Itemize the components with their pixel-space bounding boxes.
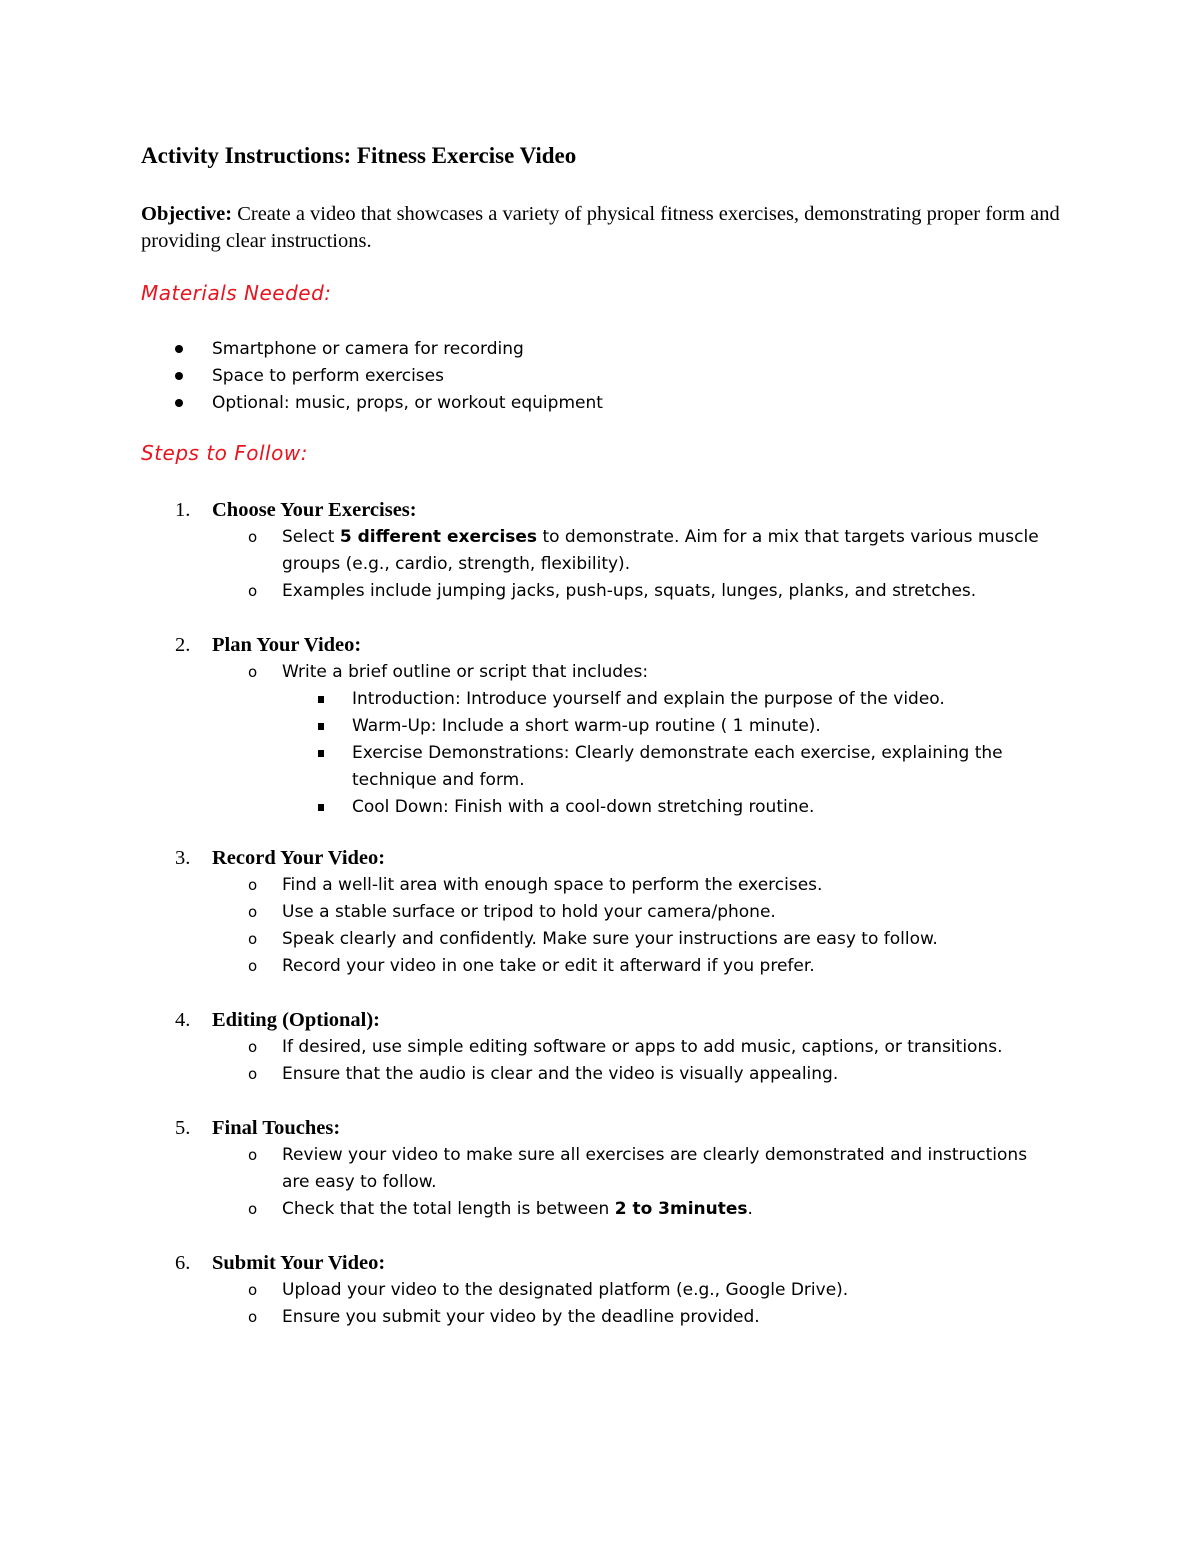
list-item-text: Check that the total length is between 2 to 3minutes.	[282, 1199, 753, 1219]
bold-emphasis: 2 to 3minutes	[614, 1199, 748, 1219]
materials-heading: Materials Needed:	[141, 281, 332, 305]
step-heading: Submit Your Video:	[212, 1252, 386, 1274]
circle-bullet-icon: o	[248, 582, 258, 600]
list-item-text: Select 5 different exercises to demonstrate. Aim for a mix that targets various muscle groups (e.g., cardio, strength, flexibility).	[282, 527, 1039, 574]
step-number: 3.	[175, 847, 191, 869]
step-heading: Choose Your Exercises:	[212, 499, 417, 521]
step-heading: Editing (Optional):	[212, 1009, 381, 1031]
sub-list-item-text: Cool Down: Finish with a cool-down stretching routine.	[352, 797, 815, 817]
list-item-text: Examples include jumping jacks, push-ups, squats, lunges, planks, and stretches.	[282, 581, 977, 601]
square-bullet-icon	[318, 696, 324, 703]
circle-bullet-icon: o	[248, 930, 258, 948]
circle-bullet-icon: o	[248, 957, 258, 975]
circle-bullet-icon: o	[248, 1146, 258, 1164]
list-item-text: Speak clearly and confidently. Make sure your instructions are easy to follow.	[282, 929, 938, 949]
list-item-text: Use a stable surface or tripod to hold your camera/phone.	[282, 902, 776, 922]
list-item-text: Space to perform exercises	[212, 366, 444, 386]
list-item-text: Ensure you submit your video by the deadline provided.	[282, 1307, 760, 1327]
step-number: 2.	[175, 634, 191, 656]
square-bullet-icon	[318, 804, 324, 811]
step-number: 1.	[175, 499, 191, 521]
bold-emphasis: 5 different exercises	[339, 527, 538, 547]
list-item-text: Ensure that the audio is clear and the video is visually appealing.	[282, 1064, 839, 1084]
circle-bullet-icon: o	[248, 663, 258, 681]
circle-bullet-icon: o	[248, 876, 258, 894]
sub-list-item-text: Exercise Demonstrations: Clearly demonstrate each exercise, explaining the technique and form.	[352, 743, 1003, 790]
circle-bullet-icon: o	[248, 1200, 258, 1218]
bullet-icon	[175, 372, 183, 380]
circle-bullet-icon: o	[248, 1281, 258, 1299]
list-item-text: If desired, use simple editing software or apps to add music, captions, or transitions.	[282, 1037, 1003, 1057]
list-item-text: Smartphone or camera for recording	[212, 339, 524, 359]
step-heading: Plan Your Video:	[212, 634, 362, 656]
list-item-text: Optional: music, props, or workout equipment	[212, 393, 603, 413]
bullet-icon	[175, 399, 183, 407]
step-number: 4.	[175, 1009, 191, 1031]
circle-bullet-icon: o	[248, 1308, 258, 1326]
objective-paragraph	[141, 201, 1061, 255]
objective-text: Create a video that showcases a variety of physical fitness exercises, demonstrating proper form and providing clear instructions.	[141, 203, 1060, 252]
list-item	[0, 363, 1200, 390]
circle-bullet-icon: o	[248, 1038, 258, 1056]
circle-bullet-icon: o	[248, 1065, 258, 1083]
bullet-icon	[175, 345, 183, 353]
circle-bullet-icon: o	[248, 903, 258, 921]
list-item-text: Upload your video to the designated platform (e.g., Google Drive).	[282, 1280, 849, 1300]
objective-label: Objective:	[141, 203, 233, 225]
square-bullet-icon	[318, 750, 324, 757]
document-title: Activity Instructions: Fitness Exercise Video	[141, 143, 577, 168]
step-number: 5.	[175, 1117, 191, 1139]
sub-list-item-text: Warm-Up: Include a short warm-up routine ( 1 minute).	[352, 716, 821, 736]
sub-list-item-text: Introduction: Introduce yourself and explain the purpose of the video.	[352, 689, 945, 709]
list-item	[0, 390, 1200, 417]
list-item	[0, 336, 1200, 363]
list-item-text: Review your video to make sure all exercises are clearly demonstrated and instructions are easy to follow.	[282, 1145, 1028, 1192]
square-bullet-icon	[318, 723, 324, 730]
list-item-text: Write a brief outline or script that includes:	[282, 662, 649, 682]
list-item-text: Find a well-lit area with enough space to perform the exercises.	[282, 875, 823, 895]
circle-bullet-icon: o	[248, 528, 258, 546]
step-heading: Record Your Video:	[212, 847, 386, 869]
list-item-text: Record your video in one take or edit it afterward if you prefer.	[282, 956, 815, 976]
steps-heading: Steps to Follow:	[141, 441, 308, 465]
step-heading: Final Touches:	[212, 1117, 341, 1139]
step-number: 6.	[175, 1252, 191, 1274]
